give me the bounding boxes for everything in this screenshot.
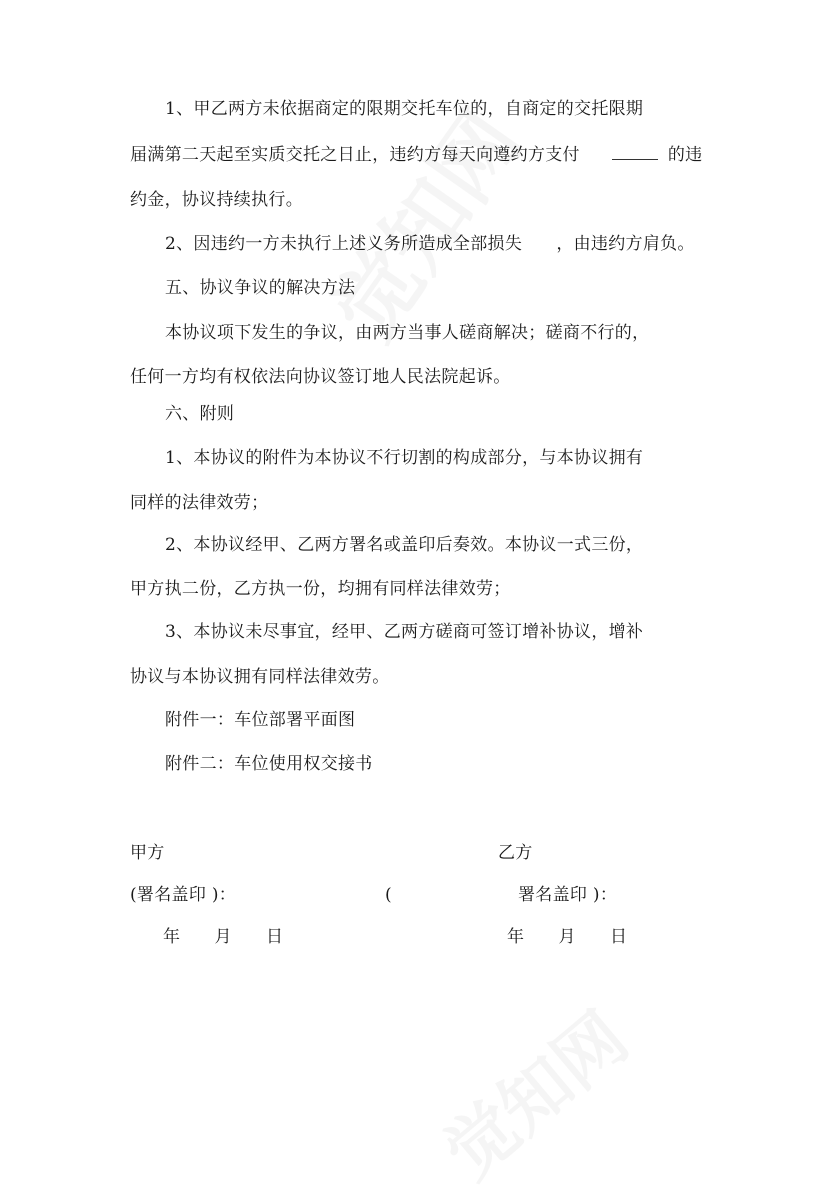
appendix-item2-line2: 甲方执二份，乙方执一份，均拥有同样法律效劳； xyxy=(130,579,511,599)
breach-item1-line2-tail: 的违 xyxy=(667,145,703,165)
appendix-item1-line1: 1、本协议的附件为本协议不行切割的构成部分，与本协议拥有 xyxy=(165,448,644,468)
appendix-item1-line2: 同样的法律效劳； xyxy=(130,493,269,513)
party-b-label: 乙方 xyxy=(498,843,533,863)
appendix-item3-line1: 3、本协议未尽事宜，经甲、乙两方磋商可签订增补协议，增补 xyxy=(165,622,644,642)
watermark-bottom xyxy=(420,985,646,1197)
party-a-label: 甲方 xyxy=(130,843,165,863)
dispute-line1: 本协议项下发生的争议，由两方当事人磋商解决；磋商不行的， xyxy=(165,323,650,343)
amount-blank xyxy=(612,145,658,160)
appendix-heading: 六、附则 xyxy=(165,404,235,424)
attachment-2: 附件二：车位使用权交接书 xyxy=(165,754,373,774)
party-a-date: 年 月 日 xyxy=(163,927,284,947)
dispute-line2: 任何一方均有权依法向协议签订地人民法院起诉。 xyxy=(130,367,511,387)
party-b-paren: ( xyxy=(385,885,392,905)
party-b-sign: 署名盖印 )： xyxy=(518,885,618,905)
appendix-item3-line2: 协议与本协议拥有同样法律效劳。 xyxy=(130,667,390,687)
breach-item1-line1: 1、甲乙两方未依据商定的限期交托车位的，自商定的交托限期 xyxy=(165,99,644,119)
dispute-heading: 五、协议争议的解决方法 xyxy=(165,278,356,298)
appendix-item2-line1: 2、本协议经甲、乙两方署名或盖印后奏效。本协议一式三份， xyxy=(165,535,644,555)
breach-item1-line2 xyxy=(130,143,702,167)
attachment-1: 附件一：车位部署平面图 xyxy=(165,710,356,730)
party-a-sign: (署名盖印 )： xyxy=(130,885,237,905)
breach-item2: 2、因违约一方未执行上述义务所造成全部损失 ，由违约方肩负。 xyxy=(165,234,695,254)
party-b-date: 年 月 日 xyxy=(507,927,628,947)
breach-item1-line2-text: 届满第二天起至实质交托之日止，违约方每天向遵约方支付 xyxy=(130,145,580,165)
watermark xyxy=(300,84,544,360)
breach-item1-line3: 约金，协议持续执行。 xyxy=(130,190,303,210)
